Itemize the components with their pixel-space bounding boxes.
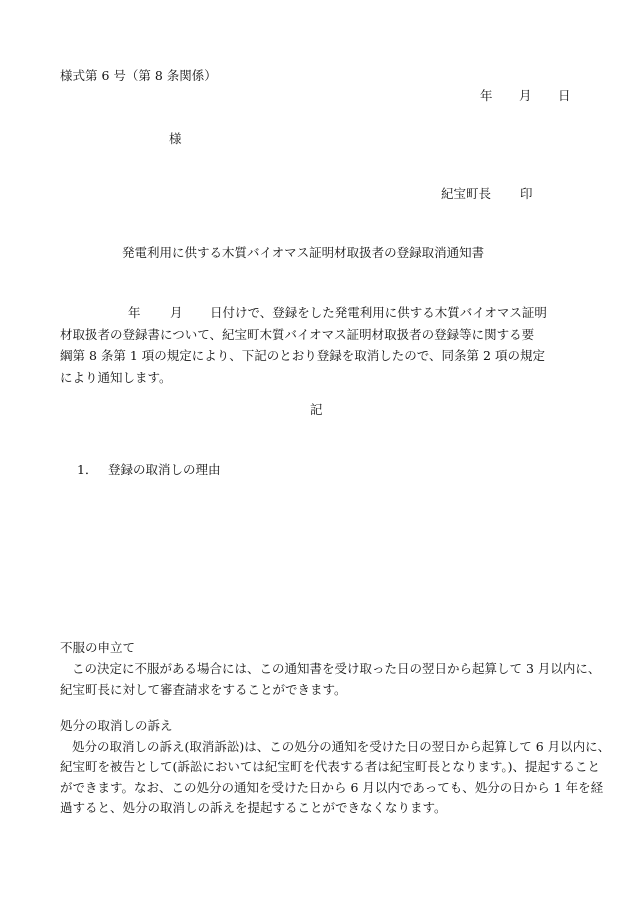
date-year: 年	[480, 88, 493, 103]
issuer-seal: 印	[520, 186, 533, 201]
addressee-suffix: 様	[169, 131, 182, 146]
document-title: 発電利用に供する木質バイオマス証明材取扱者の登録取消通知書	[122, 245, 485, 260]
lawsuit-line: 過すると、処分の取消しの訴えを提起することができなくなります。	[60, 800, 447, 815]
body-year: 年	[128, 305, 141, 320]
ki-label: 記	[310, 402, 323, 417]
appeal-heading: 不服の申立て	[60, 640, 136, 655]
body-line: 材取扱者の登録書について、紀宝町木質バイオマス証明材取扱者の登録等に関する要	[60, 326, 535, 342]
issuer-name: 紀宝町長	[441, 186, 492, 201]
item-1-label: 登録の取消しの理由	[108, 462, 221, 477]
lawsuit-heading: 処分の取消しの訴え	[60, 718, 173, 733]
form-label: 様式第 6 号（第 8 条関係）	[60, 68, 217, 83]
appeal-line: 紀宝町長に対して審査請求をすることができます。	[60, 682, 347, 697]
item-1-number: 1．	[77, 462, 98, 477]
date-day: 日	[558, 88, 571, 103]
date-month: 月	[519, 88, 532, 103]
lawsuit-line: 紀宝町を被告として(訴訟においては紀宝町を代表する者は紀宝町長となります。)、提起すること	[60, 759, 601, 774]
body-month: 月	[170, 305, 183, 320]
appeal-section	[60, 637, 600, 700]
lawsuit-line: 処分の取消しの訴え(取消訴訟)は、この処分の通知を受けた日の翌日から起算して 6 月以内に、	[72, 738, 611, 754]
body-paragraph	[60, 302, 545, 388]
appeal-line: この決定に不服がある場合には、この通知書を受け取った日の翌日から起算して 3 月以内に、	[72, 661, 601, 676]
body-line: 綱第 8 条第 1 項の規定により、下記のとおり登録を取消したので、同条第 2 項の規定	[60, 348, 545, 363]
lawsuit-line: ができます。なお、この処分の通知を受けた日から 6 月以内であっても、処分の日から 1 年を経	[60, 779, 604, 795]
lawsuit-section	[60, 716, 610, 819]
body-line-1: 日付けで、登録をした発電利用に供する木質バイオマス証明	[210, 305, 547, 320]
body-line: により通知します。	[60, 369, 172, 385]
